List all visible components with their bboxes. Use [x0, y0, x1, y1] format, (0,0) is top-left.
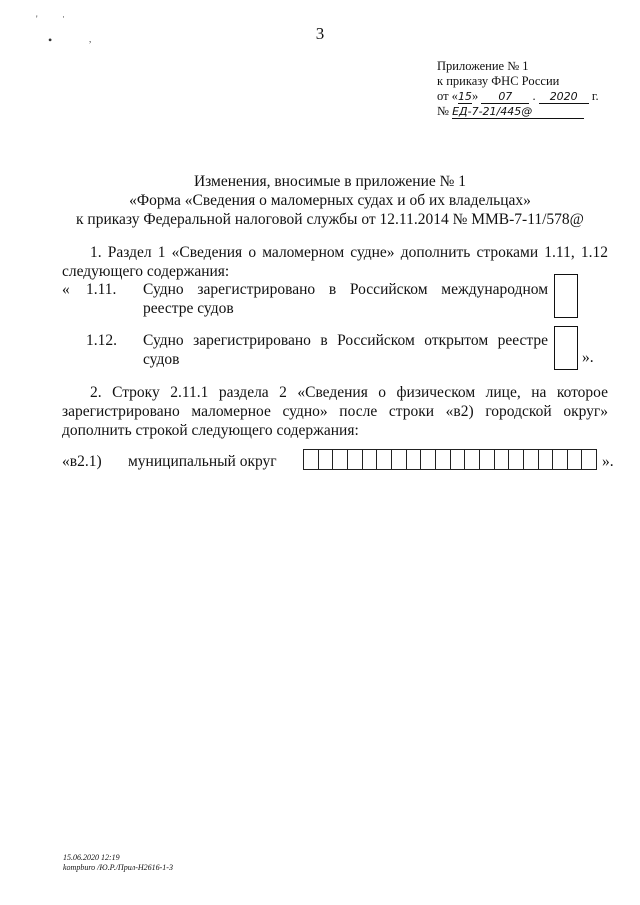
- row-text-1-11-line2: реестре судов: [143, 300, 234, 317]
- character-cell: [567, 449, 582, 470]
- row-number-1-12: 1.12.: [86, 332, 117, 349]
- date-dot: .: [532, 89, 536, 103]
- speck: ,: [89, 34, 92, 44]
- item1-intro-line1: 1. Раздел 1 «Сведения о маломерном судне» дополнить строками 1.11, 1.12: [90, 244, 608, 261]
- checkbox-1-11: [554, 274, 578, 318]
- appendix-number-line: [437, 104, 617, 119]
- row-code-v2-1: «в2.1): [62, 453, 102, 470]
- appendix-line1: Приложение № 1: [437, 59, 529, 73]
- character-cells: [303, 449, 597, 470]
- date-year: 2020: [539, 90, 589, 104]
- page-number: 3: [315, 24, 325, 43]
- character-cell: [479, 449, 494, 470]
- footer-line2: kompburo /Ю.Р./Прил-Н2616-1-3: [63, 863, 173, 872]
- character-cell: [391, 449, 406, 470]
- row-end-quote: ».: [602, 453, 614, 470]
- character-cell: [552, 449, 567, 470]
- date-prefix: от «: [437, 89, 458, 103]
- row-label-municipal-district: муниципальный округ: [128, 453, 277, 470]
- checkbox-1-12: [554, 326, 578, 370]
- character-cell: [581, 449, 597, 470]
- appendix-header: [437, 59, 617, 119]
- row-close-quote: ».: [582, 349, 594, 366]
- character-cell: [508, 449, 523, 470]
- title-line3: к приказу Федеральной налоговой службы от 12.11.2014 № ММВ-7-11/578@: [76, 211, 584, 228]
- character-cell: [420, 449, 435, 470]
- character-cell: [435, 449, 450, 470]
- item2-line2: зарегистрировано маломерное судно» после строки «в2) городской округ»: [62, 403, 608, 420]
- character-cell: [523, 449, 538, 470]
- character-cell: [347, 449, 362, 470]
- footer-line1: 15.06.2020 12:19: [63, 853, 120, 862]
- row-text-1-12-line2: судов: [143, 351, 180, 368]
- number-prefix: №: [437, 104, 449, 118]
- character-cell: [376, 449, 391, 470]
- date-day: 15: [457, 90, 472, 103]
- date-month: 07: [481, 90, 529, 104]
- row-number-1-11: 1.11.: [86, 281, 117, 298]
- character-cell: [464, 449, 479, 470]
- item2-line1: 2. Строку 2.11.1 раздела 2 «Сведения о физическом лице, на которое: [90, 384, 608, 401]
- appendix-line2: к приказу ФНС России: [437, 74, 560, 88]
- character-cell: [538, 449, 553, 470]
- speck: ·: [62, 12, 65, 22]
- character-cell: [318, 449, 333, 470]
- character-cell: [450, 449, 465, 470]
- row-text-1-11-line1: Судно зарегистрировано в Российском международном: [143, 281, 548, 298]
- row-text-1-12-line1: Судно зарегистрировано в Российском открытом реестре: [143, 332, 548, 349]
- item2-line3: дополнить строкой следующего содержания:: [62, 422, 359, 439]
- character-cell: [303, 449, 318, 470]
- title-line2: «Форма «Сведения о маломерных судах и об их владельцах»: [129, 192, 531, 209]
- item1-intro-line2: следующего содержания:: [62, 263, 230, 280]
- document-title: [60, 172, 600, 229]
- speck: ': [36, 14, 38, 24]
- speck: •: [48, 33, 53, 47]
- character-cell: [362, 449, 377, 470]
- footer-stamp: [63, 853, 173, 873]
- character-cell: [332, 449, 347, 470]
- title-line1: Изменения, вносимые в приложение № 1: [193, 173, 467, 190]
- appendix-date-line: [437, 89, 617, 104]
- character-cell: [406, 449, 421, 470]
- row-open-quote: «: [62, 281, 70, 298]
- character-cell: [494, 449, 509, 470]
- order-number: ЕД-7-21/445@: [452, 105, 584, 119]
- date-sep: »: [471, 89, 479, 103]
- date-suffix: г.: [591, 89, 599, 103]
